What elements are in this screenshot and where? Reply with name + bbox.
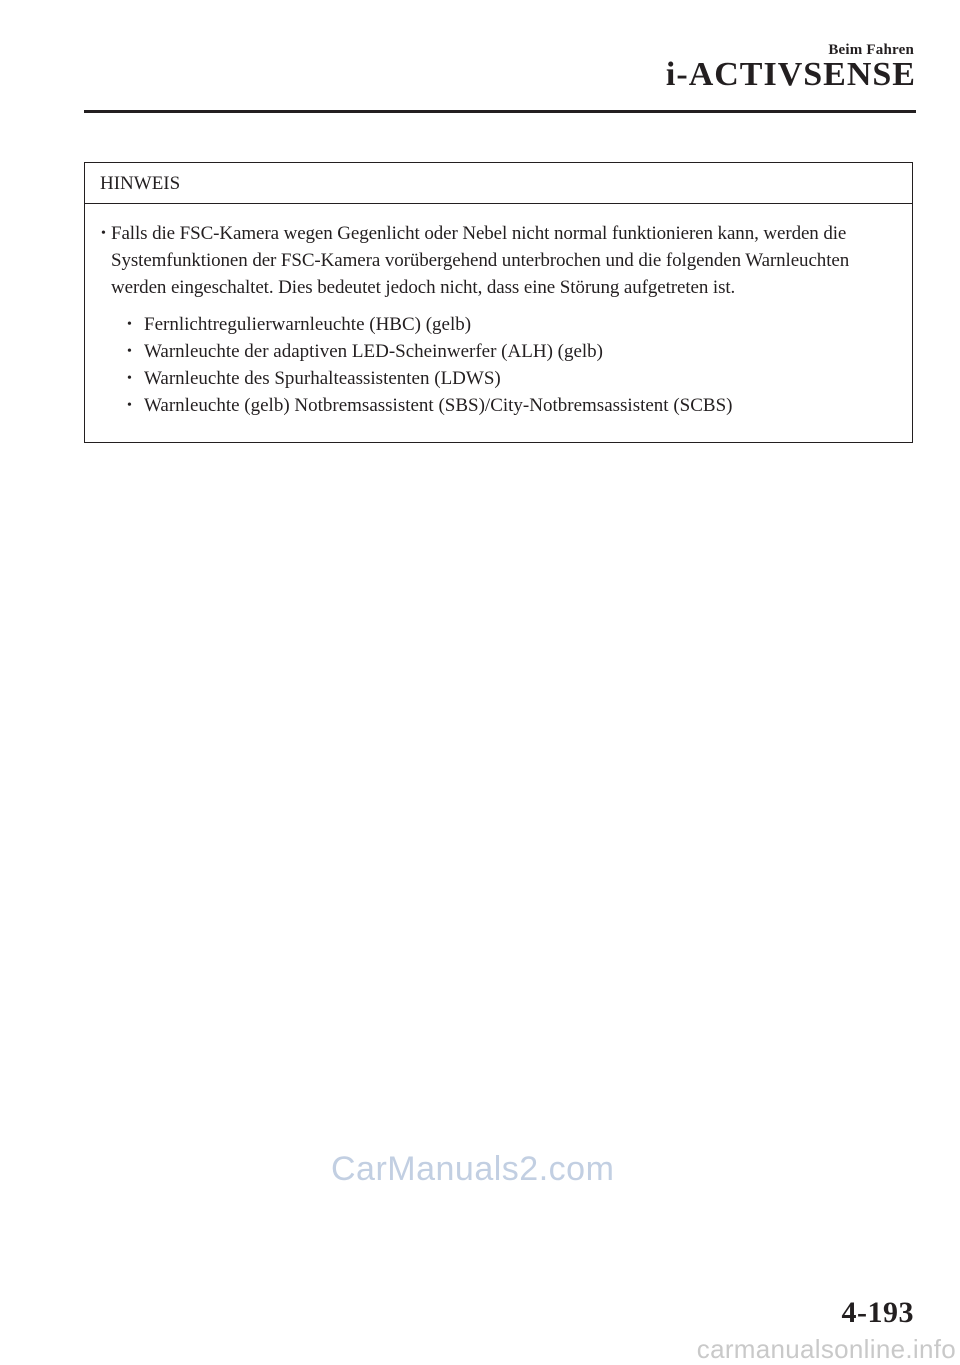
- header-divider: [84, 110, 916, 113]
- list-item: [127, 392, 902, 419]
- list-item: [127, 365, 902, 392]
- list-item: [127, 311, 902, 338]
- bullet-icon: •: [127, 371, 132, 386]
- list-item-text: Warnleuchte (gelb) Notbremsassistent (SBS)/City-Notbremsassistent (SCBS): [144, 395, 733, 416]
- section-title: i-ACTIVSENSE: [665, 56, 916, 93]
- note-paragraph: [101, 220, 902, 301]
- list-item-text: Warnleuchte der adaptiven LED-Scheinwerfer (ALH) (gelb): [144, 341, 604, 362]
- bullet-icon: •: [127, 344, 132, 359]
- footer-site-watermark: carmanualsonline.info: [696, 1334, 956, 1364]
- list-item: [127, 338, 902, 365]
- chapter-label: Beim Fahren: [828, 42, 914, 58]
- watermark-text: CarManuals2.com: [331, 1150, 615, 1188]
- note-heading: HINWEIS: [85, 163, 912, 204]
- bullet-icon: •: [127, 317, 132, 332]
- page-number: 4-193: [841, 1296, 914, 1329]
- list-item-text: Fernlichtregulierwarnleuchte (HBC) (gelb): [144, 314, 472, 335]
- warning-light-list: [101, 311, 902, 419]
- note-paragraph-text: Falls die FSC-Kamera wegen Gegenlicht oder Nebel nicht normal funktionieren kann, werden die Systemfunktionen der FSC-Kamera vorübergehend unterbrochen und die folgenden Warnleuchten werden eingeschaltet. Dies bedeutet jedoch nicht, dass eine Störung aufgetreten ist.: [111, 223, 850, 298]
- bullet-icon: •: [101, 226, 106, 241]
- bullet-icon: •: [127, 398, 132, 413]
- list-item-text: Warnleuchte des Spurhalteassistenten (LDWS): [144, 368, 501, 389]
- note-body: [85, 204, 912, 419]
- note-box: [84, 162, 913, 443]
